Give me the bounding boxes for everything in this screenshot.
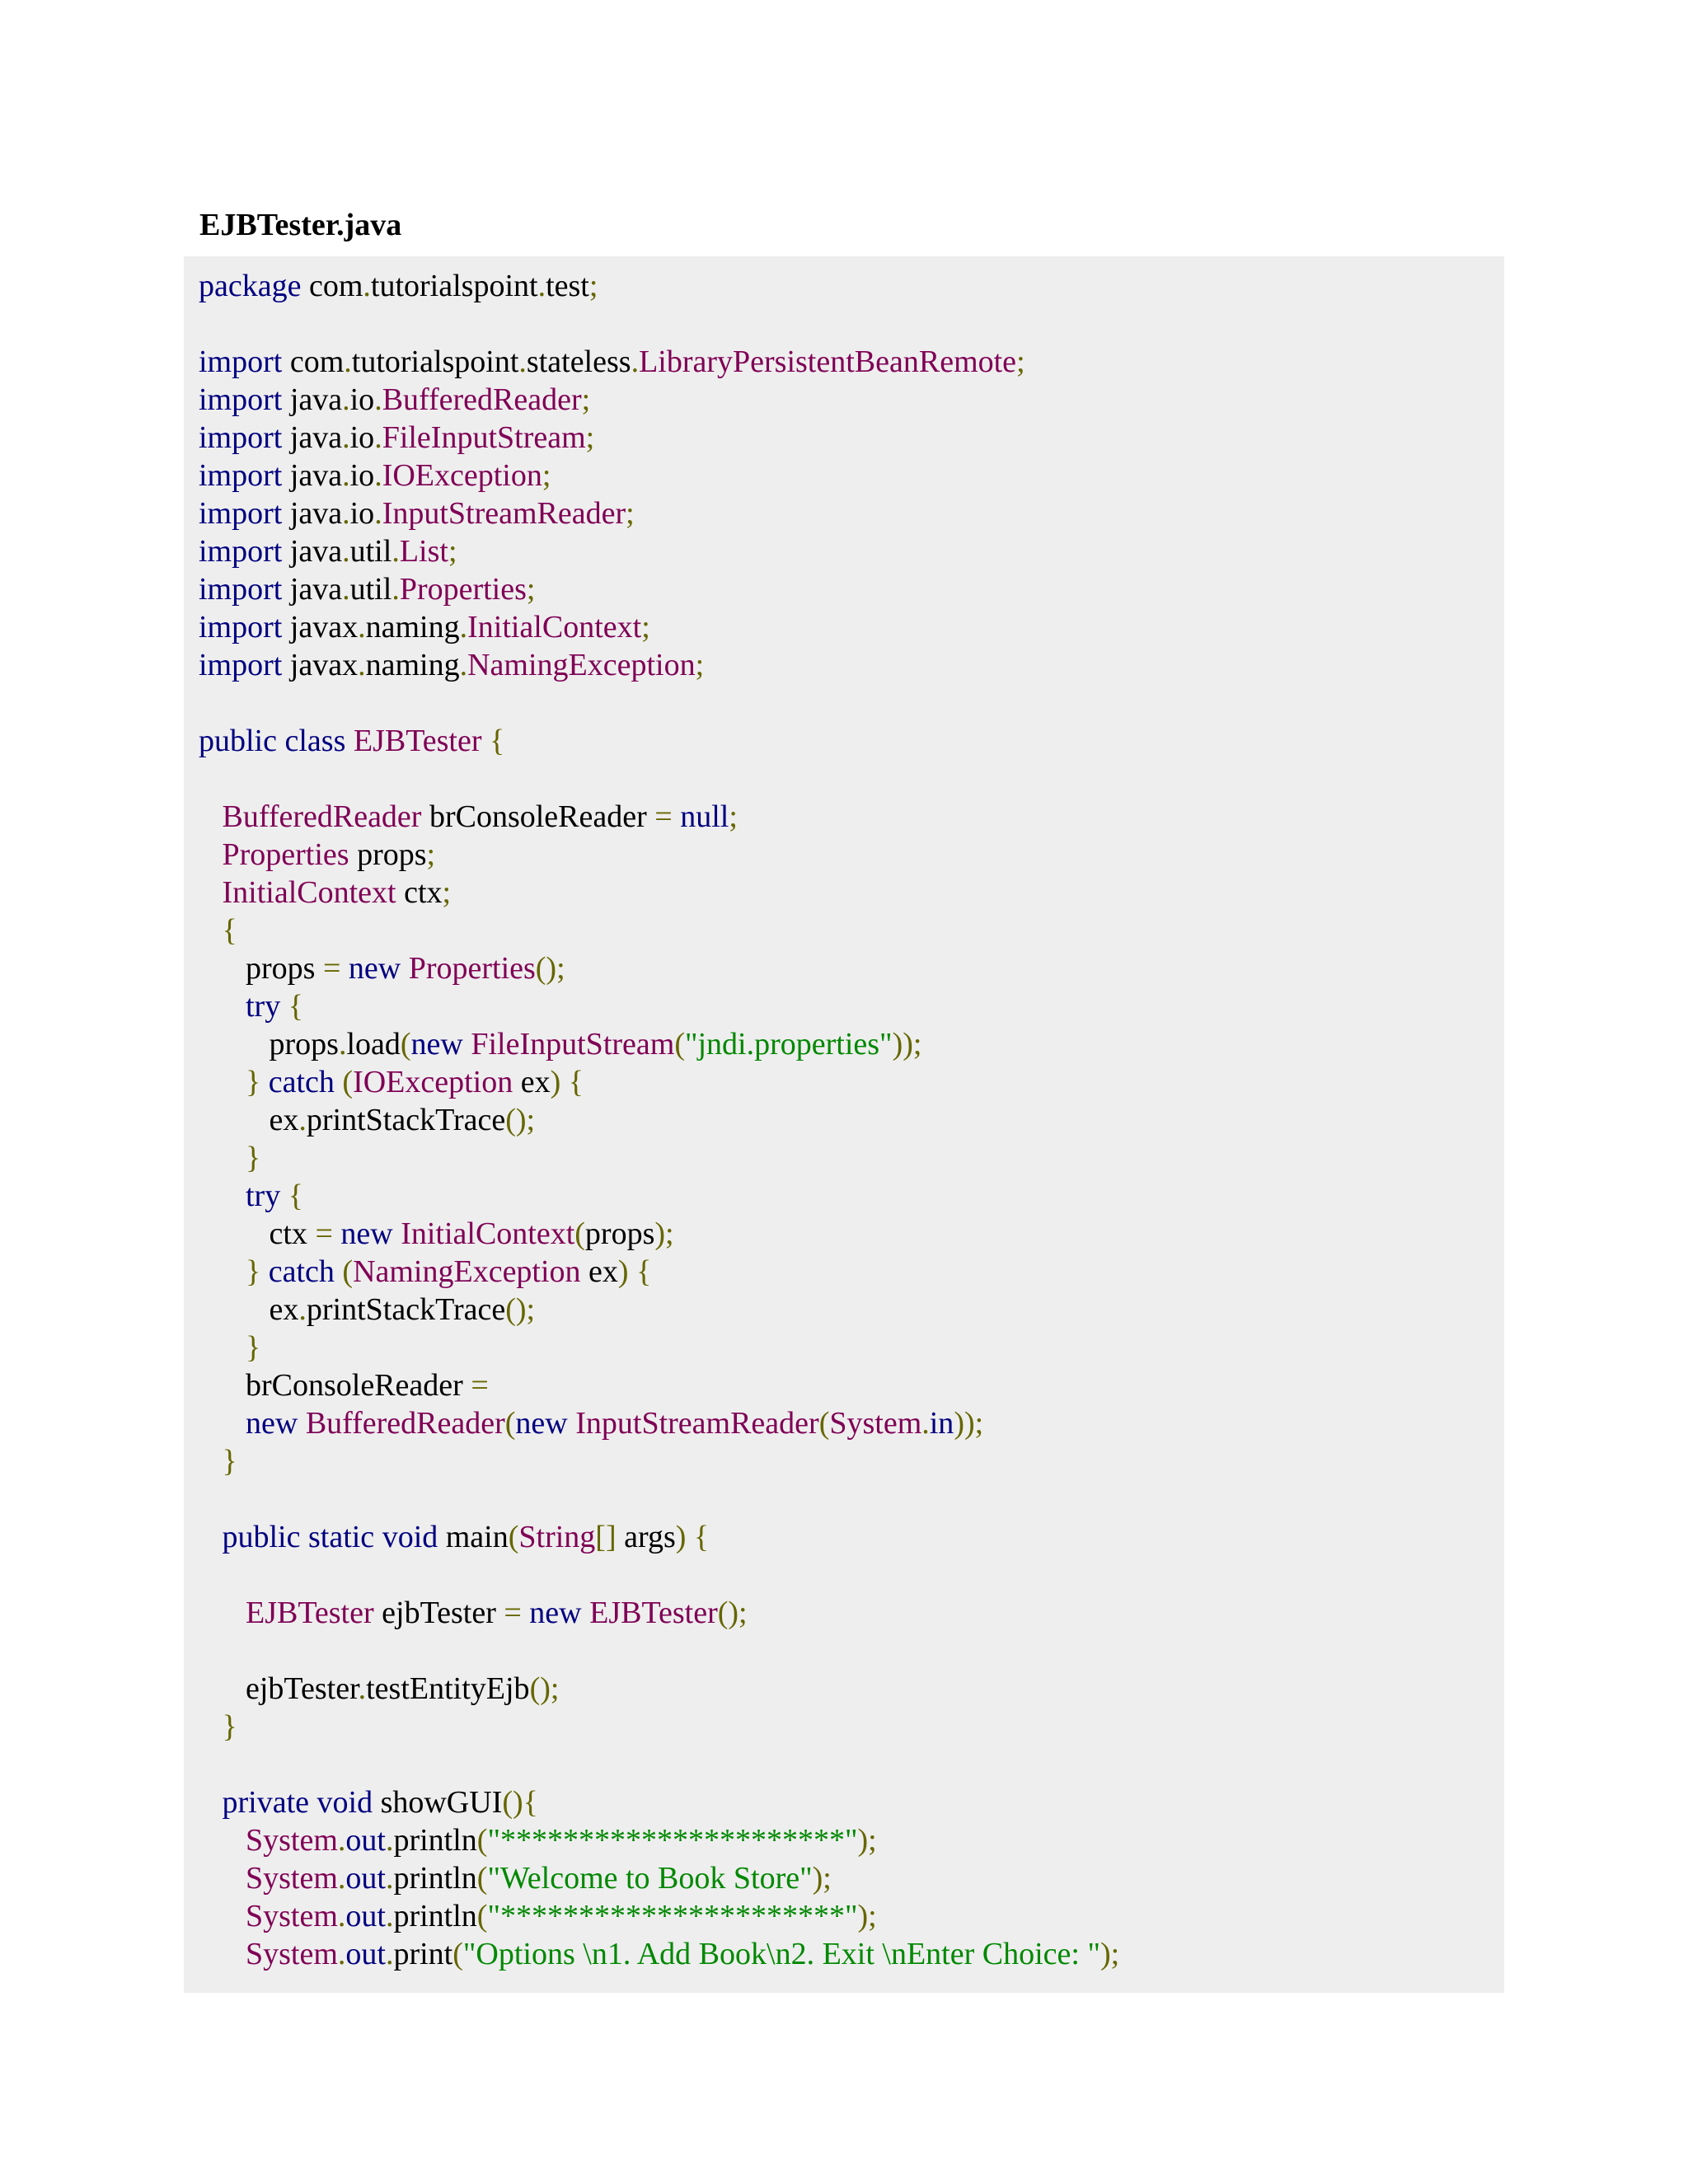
code-punctuation: ( bbox=[452, 1937, 463, 1971]
code-line bbox=[199, 760, 1504, 798]
code-punctuation: ; bbox=[729, 799, 738, 834]
code-type: System bbox=[246, 1861, 338, 1896]
code-text bbox=[482, 724, 490, 758]
code-text: showGUI bbox=[373, 1785, 503, 1820]
code-punctuation: . bbox=[385, 1937, 394, 1971]
code-text: io bbox=[349, 458, 375, 493]
code-keyword: import bbox=[199, 610, 283, 644]
code-text: ctx bbox=[199, 1216, 316, 1251]
code-keyword: import bbox=[199, 382, 283, 417]
code-text bbox=[333, 1216, 341, 1251]
code-punctuation: . bbox=[518, 344, 527, 379]
code-keyword: catch bbox=[268, 1065, 335, 1099]
code-text bbox=[199, 1141, 246, 1175]
code-punctuation: { bbox=[222, 913, 237, 948]
code-string: "Options \n1. Add Book\n2. Exit \nEnter Choice: " bbox=[462, 1937, 1100, 1971]
code-punctuation: . bbox=[337, 1899, 346, 1933]
code-punctuation: ( bbox=[400, 1027, 411, 1062]
code-line bbox=[199, 1556, 1504, 1594]
code-keyword: import bbox=[199, 344, 283, 379]
code-keyword: in bbox=[929, 1406, 954, 1441]
code-line bbox=[199, 1632, 1504, 1670]
code-type: LibraryPersistentBeanRemote bbox=[639, 344, 1017, 379]
code-keyword: class bbox=[284, 724, 346, 758]
code-keyword: catch bbox=[268, 1254, 335, 1289]
code-text: print bbox=[393, 1937, 453, 1971]
code-text bbox=[199, 799, 223, 834]
code-line bbox=[199, 1708, 1504, 1746]
code-punctuation: . bbox=[392, 572, 400, 607]
code-line bbox=[199, 1366, 1504, 1404]
code-text bbox=[374, 1520, 382, 1554]
code-punctuation: )); bbox=[954, 1406, 984, 1441]
code-keyword: import bbox=[199, 496, 283, 531]
code-punctuation: ( bbox=[818, 1406, 830, 1441]
code-text: props bbox=[584, 1216, 655, 1251]
code-keyword: out bbox=[345, 1823, 386, 1858]
code-text: brConsoleReader bbox=[421, 799, 655, 834]
code-line bbox=[199, 1442, 1504, 1480]
code-type: List bbox=[399, 534, 448, 569]
code-text: load bbox=[346, 1027, 401, 1062]
code-keyword: new bbox=[529, 1596, 582, 1630]
code-type: BufferedReader bbox=[222, 799, 422, 834]
code-text: ex bbox=[199, 1103, 299, 1137]
code-type: EJBTester bbox=[589, 1596, 718, 1630]
code-type: FileInputStream bbox=[471, 1027, 675, 1062]
code-text: test bbox=[546, 269, 589, 303]
code-keyword: package bbox=[199, 269, 302, 303]
code-punctuation: ( bbox=[674, 1027, 685, 1062]
code-punctuation: = bbox=[504, 1596, 522, 1630]
code-keyword: try bbox=[246, 989, 281, 1024]
code-line bbox=[199, 267, 1504, 305]
code-line bbox=[199, 987, 1504, 1025]
code-text: println bbox=[393, 1861, 477, 1896]
code-punctuation: . bbox=[374, 458, 382, 493]
code-punctuation: ); bbox=[857, 1823, 877, 1858]
code-text: ex bbox=[513, 1065, 551, 1099]
code-punctuation: ; bbox=[526, 572, 536, 607]
code-keyword: import bbox=[199, 572, 283, 607]
code-punctuation: . bbox=[631, 344, 640, 379]
code-line bbox=[199, 1935, 1504, 1973]
code-line bbox=[199, 532, 1504, 570]
code-text bbox=[345, 724, 354, 758]
code-punctuation: . bbox=[358, 1671, 367, 1706]
code-punctuation: ( bbox=[476, 1861, 488, 1896]
code-punctuation: . bbox=[385, 1823, 394, 1858]
code-text bbox=[199, 1937, 246, 1971]
code-text: naming bbox=[365, 610, 460, 644]
code-punctuation: ; bbox=[626, 496, 635, 531]
code-punctuation: ( bbox=[342, 1254, 354, 1289]
code-punctuation: . bbox=[337, 1861, 346, 1896]
code-text bbox=[568, 1406, 576, 1441]
code-punctuation: (); bbox=[505, 1103, 536, 1137]
code-keyword: void bbox=[382, 1520, 438, 1554]
code-keyword: try bbox=[246, 1179, 281, 1213]
code-text bbox=[280, 989, 288, 1024]
code-keyword: import bbox=[199, 648, 283, 682]
code-line bbox=[199, 1404, 1504, 1442]
code-text bbox=[199, 1254, 246, 1289]
code-punctuation: (); bbox=[529, 1671, 560, 1706]
code-line bbox=[199, 1746, 1504, 1783]
code-type: IOException bbox=[382, 458, 542, 493]
code-punctuation: ) bbox=[675, 1520, 687, 1554]
code-text: println bbox=[393, 1899, 477, 1933]
code-line bbox=[199, 1594, 1504, 1632]
code-punctuation: . bbox=[342, 496, 350, 531]
code-text bbox=[686, 1520, 694, 1554]
code-line bbox=[199, 798, 1504, 836]
code-punctuation: = bbox=[322, 951, 341, 986]
code-text bbox=[335, 1065, 343, 1099]
code-text: com bbox=[282, 344, 345, 379]
code-punctuation: = bbox=[471, 1368, 489, 1403]
code-punctuation: { bbox=[693, 1520, 710, 1554]
code-line bbox=[199, 381, 1504, 419]
code-text bbox=[199, 1520, 223, 1554]
code-text: javax bbox=[282, 648, 359, 682]
code-text bbox=[629, 1254, 637, 1289]
code-punctuation: ( bbox=[342, 1065, 354, 1099]
code-punctuation: } bbox=[222, 1444, 237, 1479]
code-punctuation: ); bbox=[1100, 1937, 1120, 1971]
code-text bbox=[401, 951, 409, 986]
code-line bbox=[199, 419, 1504, 457]
code-keyword: import bbox=[199, 458, 283, 493]
code-text bbox=[340, 951, 349, 986]
code-type: InputStreamReader bbox=[575, 1406, 819, 1441]
code-text: java bbox=[282, 534, 343, 569]
code-punctuation: ; bbox=[448, 534, 457, 569]
code-line bbox=[199, 836, 1504, 874]
code-punctuation: . bbox=[298, 1292, 307, 1327]
code-line bbox=[199, 494, 1504, 532]
code-text: io bbox=[349, 496, 375, 531]
code-line bbox=[199, 1101, 1504, 1139]
code-punctuation: . bbox=[374, 382, 382, 417]
code-punctuation: } bbox=[246, 1330, 261, 1365]
code-punctuation: = bbox=[654, 799, 673, 834]
code-punctuation: ( bbox=[476, 1899, 488, 1933]
code-punctuation: . bbox=[337, 1937, 346, 1971]
code-punctuation: . bbox=[298, 1103, 307, 1137]
code-text bbox=[199, 1899, 246, 1933]
code-punctuation: { bbox=[636, 1254, 652, 1289]
code-type: EJBTester bbox=[246, 1596, 374, 1630]
code-punctuation: . bbox=[358, 648, 366, 682]
code-punctuation: . bbox=[344, 344, 352, 379]
code-punctuation: . bbox=[342, 572, 350, 607]
code-text bbox=[298, 1406, 306, 1441]
code-text bbox=[199, 1330, 246, 1365]
code-text bbox=[309, 1785, 317, 1820]
code-type: BufferedReader bbox=[382, 382, 582, 417]
code-punctuation: . bbox=[374, 496, 382, 531]
code-punctuation: ; bbox=[581, 382, 591, 417]
code-text: main bbox=[438, 1520, 509, 1554]
code-line bbox=[199, 1821, 1504, 1859]
code-punctuation: . bbox=[537, 269, 546, 303]
code-text: ctx bbox=[396, 875, 443, 910]
code-keyword: new bbox=[410, 1027, 463, 1062]
code-punctuation: . bbox=[385, 1861, 394, 1896]
code-line bbox=[199, 1025, 1504, 1063]
code-string: "jndi.properties" bbox=[684, 1027, 893, 1062]
code-text: util bbox=[349, 534, 392, 569]
code-text: ex bbox=[580, 1254, 618, 1289]
code-text bbox=[463, 1027, 471, 1062]
code-punctuation: . bbox=[363, 269, 371, 303]
code-text bbox=[393, 1216, 401, 1251]
code-keyword: public bbox=[199, 724, 277, 758]
code-line bbox=[199, 1063, 1504, 1101]
code-text: io bbox=[349, 382, 375, 417]
code-text: testEntityEjb bbox=[366, 1671, 530, 1706]
code-punctuation: (); bbox=[505, 1292, 536, 1327]
code-keyword: new bbox=[348, 951, 401, 986]
code-punctuation: } bbox=[246, 1141, 261, 1175]
code-punctuation: ( bbox=[574, 1216, 585, 1251]
code-type: EJBTester bbox=[353, 724, 482, 758]
code-punctuation: { bbox=[568, 1065, 584, 1099]
code-punctuation: ) bbox=[550, 1065, 561, 1099]
code-keyword: private bbox=[222, 1785, 310, 1820]
code-keyword: new bbox=[340, 1216, 393, 1251]
code-punctuation: . bbox=[459, 610, 468, 644]
code-text bbox=[199, 875, 223, 910]
code-line bbox=[199, 1253, 1504, 1291]
code-text bbox=[522, 1596, 530, 1630]
code-punctuation: = bbox=[315, 1216, 333, 1251]
code-text bbox=[199, 1785, 223, 1820]
code-text bbox=[260, 1065, 269, 1099]
code-type: System bbox=[246, 1899, 338, 1933]
code-text: java bbox=[282, 458, 343, 493]
code-text: java bbox=[282, 496, 343, 531]
code-keyword: out bbox=[345, 1937, 386, 1971]
code-line bbox=[199, 949, 1504, 987]
code-punctuation: } bbox=[246, 1254, 261, 1289]
code-punctuation: (); bbox=[717, 1596, 748, 1630]
code-type: System bbox=[246, 1937, 338, 1971]
code-punctuation: . bbox=[385, 1899, 394, 1933]
code-keyword: out bbox=[345, 1899, 386, 1933]
code-line bbox=[199, 457, 1504, 494]
code-punctuation: } bbox=[222, 1709, 237, 1744]
code-keyword: import bbox=[199, 534, 283, 569]
code-text: println bbox=[393, 1823, 477, 1858]
code-keyword: new bbox=[246, 1406, 298, 1441]
code-punctuation: ( bbox=[504, 1406, 516, 1441]
code-text bbox=[199, 1823, 246, 1858]
code-keyword: new bbox=[515, 1406, 568, 1441]
code-type: InitialContext bbox=[222, 875, 396, 910]
code-text bbox=[199, 837, 223, 872]
code-text: tutorialspoint bbox=[351, 344, 519, 379]
code-line bbox=[199, 305, 1504, 343]
code-punctuation: . bbox=[358, 610, 366, 644]
code-text bbox=[300, 1520, 308, 1554]
code-line bbox=[199, 1139, 1504, 1177]
code-punctuation: ); bbox=[857, 1899, 877, 1933]
code-punctuation: ; bbox=[585, 420, 595, 455]
code-text bbox=[199, 913, 223, 948]
code-type: InitialContext bbox=[467, 610, 642, 644]
code-text: java bbox=[282, 382, 343, 417]
code-line bbox=[199, 646, 1504, 684]
code-punctuation: ; bbox=[442, 875, 452, 910]
code-line bbox=[199, 1783, 1504, 1821]
code-text bbox=[199, 989, 246, 1024]
code-punctuation: ; bbox=[695, 648, 705, 682]
code-line bbox=[199, 1670, 1504, 1708]
code-punctuation: ( bbox=[508, 1520, 519, 1554]
code-string: "**********************" bbox=[487, 1899, 858, 1933]
code-text: props bbox=[199, 1027, 339, 1062]
code-string: "Welcome to Book Store" bbox=[487, 1861, 813, 1896]
code-text bbox=[560, 1065, 569, 1099]
code-punctuation: . bbox=[921, 1406, 930, 1441]
code-punctuation: { bbox=[288, 989, 303, 1024]
code-punctuation: ; bbox=[542, 458, 551, 493]
code-text bbox=[673, 799, 681, 834]
code-line bbox=[199, 1897, 1504, 1935]
code-type: InputStreamReader bbox=[382, 496, 626, 531]
code-punctuation: . bbox=[342, 420, 350, 455]
code-line bbox=[199, 570, 1504, 608]
code-keyword: out bbox=[345, 1861, 386, 1896]
code-type: FileInputStream bbox=[382, 420, 586, 455]
code-text bbox=[582, 1596, 590, 1630]
code-string: "**********************" bbox=[487, 1823, 858, 1858]
code-line bbox=[199, 874, 1504, 912]
code-text: props bbox=[199, 951, 323, 986]
code-punctuation: ; bbox=[641, 610, 650, 644]
code-text: util bbox=[349, 572, 392, 607]
code-text: props bbox=[349, 837, 427, 872]
code-keyword: static bbox=[307, 1520, 375, 1554]
code-text: naming bbox=[365, 648, 460, 682]
code-type: NamingException bbox=[353, 1254, 581, 1289]
code-punctuation: { bbox=[490, 724, 505, 758]
code-type: Properties bbox=[222, 837, 349, 872]
code-text: printStackTrace bbox=[306, 1103, 506, 1137]
code-type: System bbox=[246, 1823, 338, 1858]
code-text bbox=[280, 1179, 288, 1213]
code-text bbox=[199, 1179, 246, 1213]
code-line bbox=[199, 1329, 1504, 1366]
code-text bbox=[260, 1254, 269, 1289]
code-text: io bbox=[349, 420, 375, 455]
code-text: tutorialspoint bbox=[370, 269, 538, 303]
code-text: stateless bbox=[526, 344, 631, 379]
code-text: javax bbox=[282, 610, 359, 644]
code-type: Properties bbox=[399, 572, 527, 607]
code-punctuation: (){ bbox=[502, 1785, 538, 1820]
code-punctuation: ( bbox=[476, 1823, 488, 1858]
code-text: ex bbox=[199, 1292, 299, 1327]
code-text bbox=[199, 1709, 223, 1744]
code-type: String bbox=[518, 1520, 596, 1554]
code-text bbox=[335, 1254, 343, 1289]
code-line bbox=[199, 684, 1504, 722]
code-type: NamingException bbox=[467, 648, 696, 682]
code-punctuation: . bbox=[459, 648, 468, 682]
code-punctuation: . bbox=[342, 382, 350, 417]
code-keyword: null bbox=[680, 799, 729, 834]
code-punctuation: )); bbox=[892, 1027, 922, 1062]
code-text: java bbox=[282, 420, 343, 455]
code-keyword: public bbox=[222, 1520, 301, 1554]
code-punctuation: ) bbox=[617, 1254, 629, 1289]
code-line bbox=[199, 1480, 1504, 1518]
code-line bbox=[199, 1215, 1504, 1253]
code-line bbox=[199, 1177, 1504, 1215]
code-punctuation: (); bbox=[535, 951, 565, 986]
code-type: IOException bbox=[353, 1065, 513, 1099]
code-line bbox=[199, 1859, 1504, 1897]
code-text: brConsoleReader bbox=[199, 1368, 471, 1403]
code-punctuation: . bbox=[392, 534, 400, 569]
code-punctuation: ); bbox=[812, 1861, 832, 1896]
code-line bbox=[199, 1291, 1504, 1329]
code-text: printStackTrace bbox=[306, 1292, 506, 1327]
code-punctuation: ; bbox=[588, 269, 598, 303]
code-punctuation: ; bbox=[1016, 344, 1025, 379]
code-text: args bbox=[616, 1520, 676, 1554]
code-line bbox=[199, 343, 1504, 381]
code-punctuation: . bbox=[342, 534, 350, 569]
code-punctuation: ; bbox=[426, 837, 436, 872]
code-type: System bbox=[829, 1406, 922, 1441]
code-punctuation: . bbox=[338, 1027, 347, 1062]
code-keyword: void bbox=[316, 1785, 373, 1820]
code-block bbox=[184, 256, 1504, 1993]
code-keyword: import bbox=[199, 420, 283, 455]
code-text: ejbTester bbox=[199, 1671, 359, 1706]
code-type: BufferedReader bbox=[305, 1406, 505, 1441]
code-type: InitialContext bbox=[401, 1216, 575, 1251]
code-punctuation: . bbox=[337, 1823, 346, 1858]
code-text bbox=[199, 1406, 246, 1441]
code-punctuation: . bbox=[342, 458, 350, 493]
code-line bbox=[199, 722, 1504, 760]
code-type: Properties bbox=[408, 951, 536, 986]
code-text: ejbTester bbox=[373, 1596, 504, 1630]
file-title: EJBTester.java bbox=[199, 208, 402, 242]
code-line bbox=[199, 1518, 1504, 1556]
code-line bbox=[199, 608, 1504, 646]
code-punctuation: { bbox=[288, 1179, 303, 1213]
code-punctuation: ); bbox=[654, 1216, 674, 1251]
code-text: com bbox=[301, 269, 363, 303]
code-line bbox=[199, 912, 1504, 949]
code-text bbox=[199, 1444, 223, 1479]
code-punctuation: [] bbox=[595, 1520, 617, 1554]
code-text bbox=[199, 1596, 246, 1630]
code-text: java bbox=[282, 572, 343, 607]
code-text bbox=[199, 1065, 246, 1099]
code-punctuation: } bbox=[246, 1065, 261, 1099]
code-text bbox=[199, 1861, 246, 1896]
code-punctuation: . bbox=[374, 420, 382, 455]
